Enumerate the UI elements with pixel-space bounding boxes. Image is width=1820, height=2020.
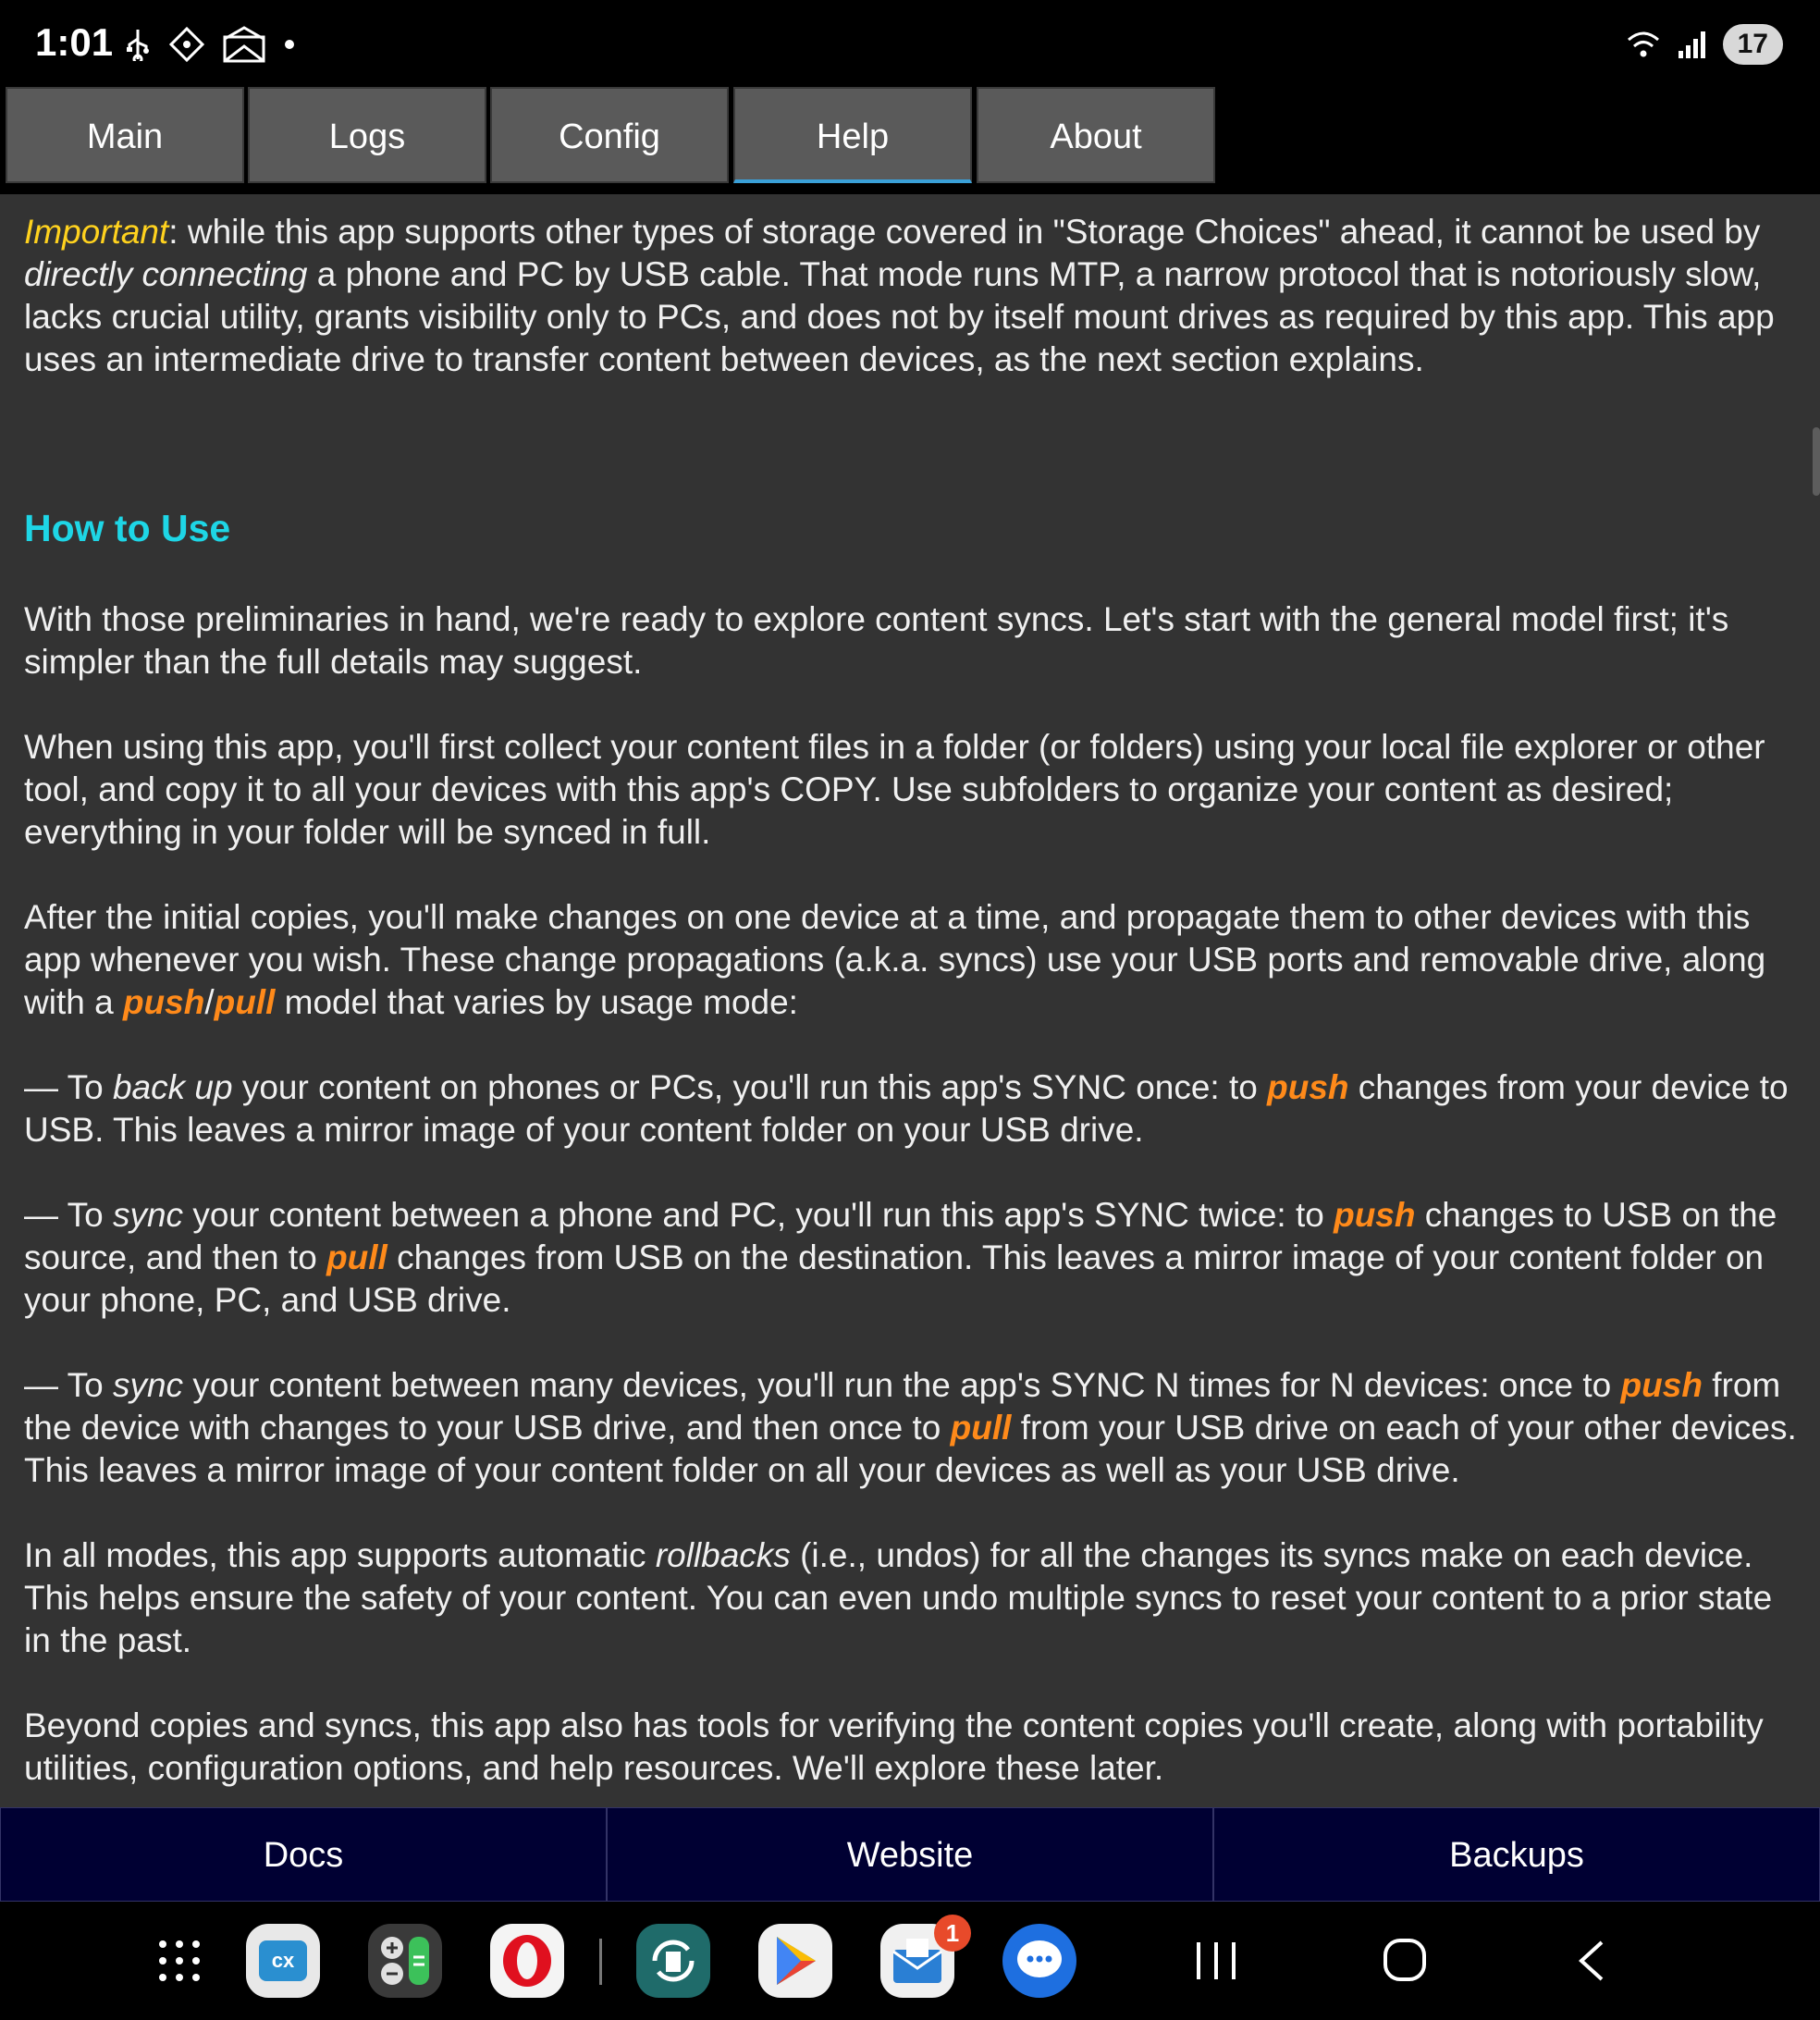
status-time: 1:01 [35,20,114,64]
paragraph-collect: When using this app, you'll first collect your content files in a folder (or folders) using your local file explorer or other tool, and copy it to all your devices with this app's COPY. Use subfolders to organize your content as desired; everything in your folder will be synced in full. [24,728,1765,851]
messages-icon[interactable] [1002,1924,1076,1998]
keyword-pull: pull [950,1409,1012,1447]
paragraph-rollbacks [24,1534,1800,1662]
wifi-icon [1625,29,1662,60]
text-span: a phone and PC by USB cable. That mode runs MTP, a narrow protocol that is notoriously slow, lacks crucial utility, grants visibility only to PCs, and does not by itself mount drives as required by this app. This app uses an intermediate drive to transfer content between devices, as the next section explains. [24,255,1775,378]
text-span: — To [24,1196,113,1234]
text-span: In all modes, this app supports automatic [24,1536,656,1574]
text-span: your content between many devices, you'll run the app's SYNC N times for N devices: once to [183,1366,1621,1404]
paragraph-propagate [24,896,1800,1024]
cx-label: cx [259,1940,307,1981]
tab-about[interactable]: About [977,87,1215,183]
text-span: changes to USB on the source, and then to [24,1196,1777,1276]
dock-divider [599,1939,602,1985]
notification-badge: 1 [934,1915,971,1952]
paragraph-intro: With those preliminaries in hand, we're ready to explore content syncs. Let's start with the general model first; it's simpler than the full details may suggest. [24,600,1729,681]
signal-icon [1677,29,1708,60]
tab-bar [0,87,1820,194]
emphasis-text: rollbacks [655,1536,791,1574]
text-span: — To [24,1366,113,1404]
paragraph-many-device-mode [24,1364,1800,1492]
text-span: changes from USB on the destination. This leaves a mirror image of your content folder on your phone, PC, and USB drive. [24,1238,1765,1319]
emphasis-text: back up [112,1068,233,1106]
mail-icon [222,26,266,63]
paragraph-two-device-mode [24,1194,1800,1322]
calculator-icon[interactable] [368,1924,442,1998]
keyword-pull: pull [326,1238,387,1276]
opera-browser-icon[interactable] [490,1924,564,1998]
bottom-button-bar [0,1807,1820,1902]
keyword-pull: pull [214,983,276,1021]
scrollbar-thumb[interactable] [1813,427,1820,496]
text-span: After the initial copies, you'll make changes on one device at a time, and propagate them to other devices with this app whenever you wish. These change propagations (a.k.a. syncs) use your USB ports and removable drive, along with a [24,898,1766,1021]
navigation-bar [0,1902,1820,2020]
tab-logs[interactable]: Logs [248,87,486,183]
backups-button[interactable]: Backups [1213,1807,1820,1902]
paragraph-backup-mode [24,1066,1800,1152]
status-bar [0,0,1820,87]
keyword-push: push [122,983,205,1021]
back-icon[interactable] [1574,1939,1611,1983]
text-span: (i.e., undos) for all the changes its syncs make on each device. This helps ensure the safety of your content. You can even undo multiple syncs to reset your content to a prior state in the past. [24,1536,1773,1659]
text-span: : while this app supports other types of storage covered in "Storage Choices" ahead, it cannot be used by [168,213,1761,251]
keyword-push: push [1267,1068,1349,1106]
keyword-push: push [1620,1366,1703,1404]
docs-button[interactable]: Docs [0,1807,607,1902]
usb-icon [124,28,152,61]
important-paragraph [24,211,1800,381]
text-span: model that varies by usage mode: [275,983,798,1021]
tab-config[interactable]: Config [490,87,729,183]
sync-app-icon[interactable] [636,1924,710,1998]
website-button[interactable]: Website [607,1807,1213,1902]
text-span: — To [24,1068,113,1106]
text-span: from the device with changes to your USB drive, and then once to [24,1366,1781,1447]
status-icons-right [1625,24,1783,65]
keyword-push: push [1334,1196,1416,1234]
important-label: Important [24,213,169,251]
status-icons-left [124,26,296,63]
paragraph-tools: Beyond copies and syncs, this app also has tools for verifying the content copies you'll create, along with portability utilities, configuration options, and help resources. We'll explore these later. [24,1706,1764,1787]
recent-apps-icon[interactable] [1193,1939,1239,1983]
emphasis-text: sync [112,1366,184,1404]
text-span: your content between a phone and PC, you'll run this app's SYNC twice: to [183,1196,1334,1234]
tab-help[interactable]: Help [733,87,972,183]
section-heading: How to Use [24,507,231,549]
cx-file-explorer-icon[interactable] [246,1924,320,1998]
emphasis-text: directly connecting [24,255,308,293]
text-span: / [204,983,215,1021]
text-span: from your USB drive on each of your other devices. This leaves a mirror image of your content folder on all your devices as well as your USB drive. [24,1409,1797,1489]
battery-indicator: 17 [1723,24,1783,65]
help-content[interactable] [0,194,1820,1807]
app-drawer-icon[interactable] [157,1939,202,1983]
tab-main[interactable]: Main [6,87,244,183]
play-store-icon[interactable] [758,1924,832,1998]
diamond-app-icon [168,26,205,63]
home-icon[interactable] [1382,1937,1428,1983]
dot-icon [283,38,296,51]
text-span: your content on phones or PCs, you'll run this app's SYNC once: to [232,1068,1268,1106]
emphasis-text: sync [112,1196,184,1234]
help-text [24,211,1800,1807]
text-span: changes from your device to USB. This leaves a mirror image of your content folder on your USB drive. [24,1068,1789,1149]
